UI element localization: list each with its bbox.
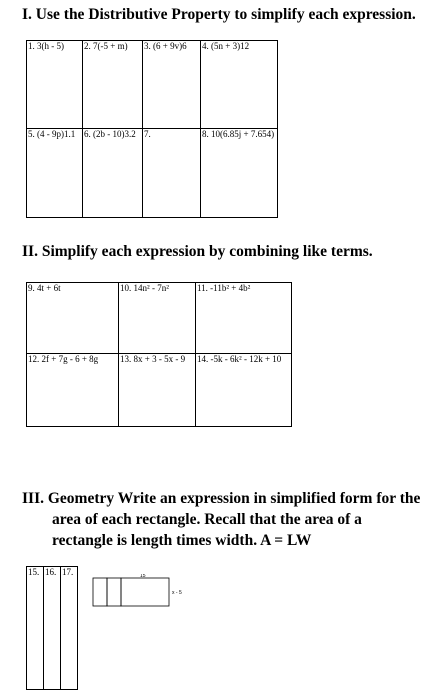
problem-11-cell[interactable] xyxy=(196,283,292,354)
problem-3-cell[interactable] xyxy=(143,41,201,129)
rectangle-small-part xyxy=(93,578,107,606)
problem-14-text: 14. -5k - 6k² - 12k + 10 xyxy=(197,354,282,364)
section-1-numeral: I. xyxy=(22,6,32,23)
rectangle-inner-part xyxy=(107,578,121,606)
problem-16-label: 16. xyxy=(45,567,57,577)
problem-6-cell[interactable] xyxy=(83,129,143,218)
rectangle-side-label: x - 5 xyxy=(172,590,182,596)
problem-13-text: 13. 8x + 3 - 5x - 9 xyxy=(120,354,186,364)
section-3-line-1 xyxy=(22,488,437,509)
problem-15-box[interactable] xyxy=(26,566,43,690)
section-3-line-2: area of each rectangle. Recall that the area of a xyxy=(52,511,362,528)
problem-8-cell[interactable] xyxy=(201,129,278,218)
problem-2-text: 2. 7(-5 + m) xyxy=(84,41,128,51)
problem-15-label: 15. xyxy=(28,567,40,577)
problem-11-text: 11. -11b² + 4b² xyxy=(197,283,251,293)
section-1-heading xyxy=(22,6,416,24)
section-3-numeral: III. xyxy=(22,490,44,507)
section-1-title: Use the Distributive Property to simplify each expression. xyxy=(35,6,416,23)
problem-17-label: 17. xyxy=(62,567,74,577)
problem-14-cell[interactable] xyxy=(196,354,292,427)
problem-10-text: 10. 14n² - 7n² xyxy=(120,283,169,293)
problem-5-text: 5. (4 - 9p)1.1 xyxy=(28,129,76,139)
problem-1-cell[interactable] xyxy=(27,41,83,129)
problem-4-cell[interactable] xyxy=(201,41,278,129)
problem-2-cell[interactable] xyxy=(83,41,143,129)
section-2-heading xyxy=(22,243,373,261)
problem-5-cell[interactable] xyxy=(27,129,83,218)
section-3-instructions xyxy=(22,488,437,551)
section-3-line-3: rectangle is length times width. A = LW xyxy=(52,532,312,549)
problem-1-text: 1. 3(h - 5) xyxy=(28,41,64,51)
problem-7-cell[interactable] xyxy=(143,129,201,218)
problem-17-box[interactable] xyxy=(60,566,78,690)
section-2-grid xyxy=(26,282,292,427)
rectangle-large-part xyxy=(121,578,169,606)
problem-13-cell[interactable] xyxy=(119,354,196,427)
rectangle-top-label: 15 xyxy=(140,574,146,579)
problem-9-cell[interactable] xyxy=(27,283,119,354)
problem-4-text: 4. (5n + 3)12 xyxy=(202,41,250,51)
problem-12-cell[interactable] xyxy=(27,354,119,427)
problem-3-text: 3. (6 + 9v)6 xyxy=(144,41,187,51)
problem-9-text: 9. 4t + 6t xyxy=(28,283,61,293)
section-2-numeral: II. xyxy=(22,243,38,260)
problem-6-text: 6. (2b - 10)3.2 xyxy=(84,129,136,139)
section-2-title: Simplify each expression by combining like terms. xyxy=(41,243,373,260)
problem-7-text: 7. xyxy=(144,129,151,139)
rectangle-diagram xyxy=(92,574,182,608)
problem-16-box[interactable] xyxy=(43,566,60,690)
section-3-line-1-text: Geometry Write an expression in simplified form for the xyxy=(47,490,421,507)
problem-8-text: 8. 10(6.85j + 7.654) xyxy=(202,129,275,139)
section-1-grid xyxy=(26,40,278,218)
problem-10-cell[interactable] xyxy=(119,283,196,354)
problem-12-text: 12. 2f + 7g - 6 + 8g xyxy=(28,354,99,364)
